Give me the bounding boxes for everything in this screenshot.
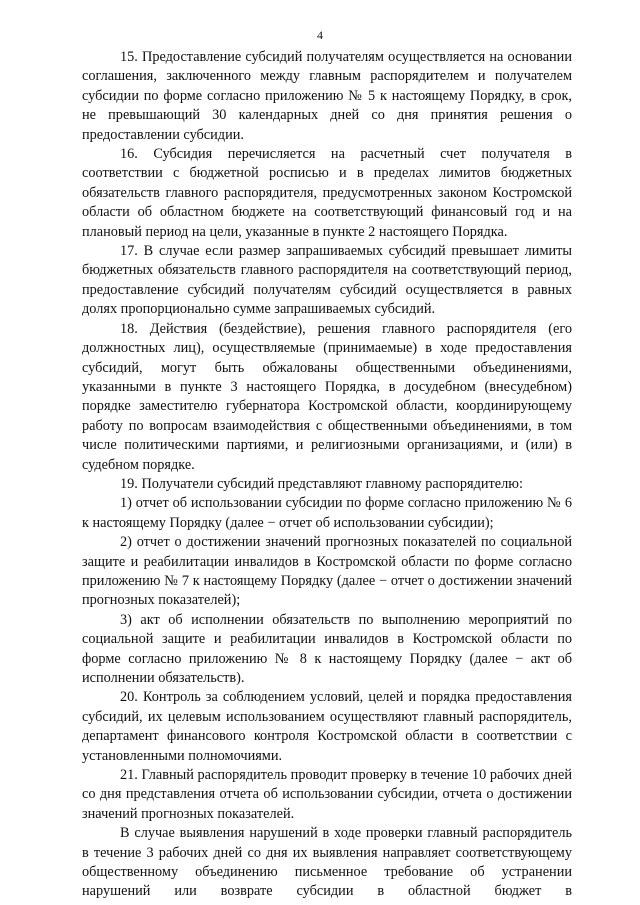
paragraph-17: 17. В случае если размер запрашиваемых субсидий превышает лимиты бюджетных обязательств главного распорядителя на соответствующий период, предоставление субсидий получателям субсидий осуществляется в равных долях пропорционально сумме запрашиваемых субсидий. [82, 243, 572, 318]
paragraph-19-item-3: 3) акт об исполнении обязательств по выполнению мероприятий по социальной защите и реабилитации инвалидов в Костромской области по форме согласно приложению № 8 к настоящему Порядку (далее − акт об исполнении обязательств). [82, 611, 572, 686]
paragraph-21-continuation: В случае выявления нарушений в ходе проверки главный распорядитель в течение 3 рабочих дней со дня их выявления направляет соответствующему общественному объединению письменное требование об устранении нарушений или возврате субсидии в областной бюджет в [82, 825, 572, 900]
paragraph-18: 18. Действия (бездействие), решения главного распорядителя (его должностных лиц), осуществляемые (принимаемые) в ходе предоставления субсидий, могут быть обжалованы общественными объединениями, указанными в пункте 3 настоящего Порядка, в досудебном (внесудебном) порядке заместителю губернатора Костромской области, координирующему работу по вопросам взаимодействия с общественными объединениями, в том числе политическими партиями, и религиозными организациями, и (или) в судебном порядке. [82, 320, 572, 473]
paragraph-20: 20. Контроль за соблюдением условий, целей и порядка предоставления субсидий, их целевым использованием осуществляют главный распорядитель, департамент финансового контроля Костромской области в соответствии с установленными полномочиями. [82, 689, 572, 764]
paragraph-21: 21. Главный распорядитель проводит проверку в течение 10 рабочих дней со дня представления отчета об использовании субсидии, отчета о достижении значений прогнозных показателей. [82, 767, 572, 822]
paragraph-15: 15. Предоставление субсидий получателям осуществляется на основании соглашения, заключенного между главным распорядителем и получателем субсидии по форме согласно приложению № 5 к настоящему Порядку, в срок, не превышающий 30 календарных дней со дня принятия решения о предоставлении субсидии. [82, 49, 572, 143]
paragraph-19-item-2: 2) отчет о достижении значений прогнозных показателей по социальной защите и реабилитации инвалидов в Костромской области по форме согласно приложению № 7 к настоящему Порядку (далее − отчет о достижении значений прогнозных показателей); [82, 534, 572, 609]
paragraph-16: 16. Субсидия перечисляется на расчетный счет получателя в соответствии с бюджетной росписью и в пределах лимитов бюджетных обязательств главного распорядителя, предусмотренных законом Костромской области об областном бюджете на соответствующий финансовый год и на плановый период на цели, указанные в пункте 2 настоящего Порядка. [82, 146, 572, 240]
paragraph-19: 19. Получатели субсидий представляют главному распорядителю: [120, 475, 523, 492]
paragraph-19-item-1: 1) отчет об использовании субсидии по форме согласно приложению № 6 к настоящему Порядку (далее − отчет об использовании субсидии); [82, 495, 572, 531]
page-number: 4 [317, 28, 323, 42]
document-body [82, 48, 572, 902]
